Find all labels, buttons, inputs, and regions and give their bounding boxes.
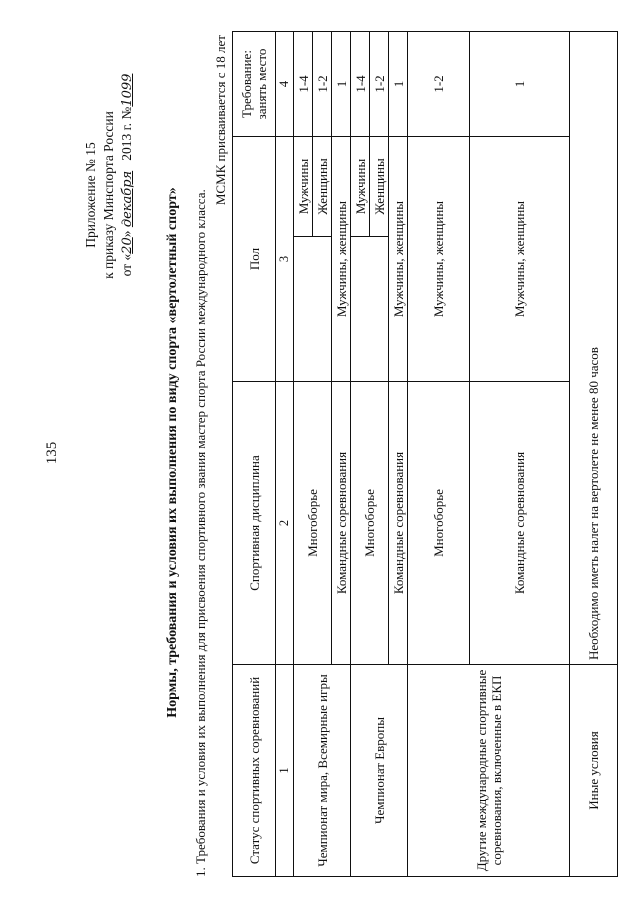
requirements-table: [232, 31, 618, 877]
column-header-status: Статус спортивных соревнований: [233, 665, 276, 877]
sex-cell: Мужчины, женщины: [389, 137, 408, 382]
status-cell: Другие международные спортивные соревнования, включенные в ЕКП: [408, 665, 570, 877]
discipline-cell: Многоборье: [351, 382, 389, 665]
column-number-row: [276, 32, 294, 877]
msmk-age-note: МСМК присваивается с 18 лет: [213, 35, 228, 206]
status-cell: Чемпионат Европы: [351, 665, 408, 877]
table-row: [294, 32, 313, 877]
sex-cell: Женщины: [313, 137, 332, 237]
discipline-cell: Командные соревнования: [470, 382, 570, 665]
sex-indent-cell: [294, 237, 332, 382]
place-cell: 1: [332, 32, 351, 137]
date-day-handwritten: 20: [120, 237, 135, 254]
sex-cell: Мужчины, женщины: [408, 137, 470, 382]
place-cell: 1-2: [313, 32, 332, 137]
column-header-discipline: Спортивная дисциплина: [233, 382, 276, 665]
status-cell: Чемпионат мира, Всемирные игры: [294, 665, 351, 877]
date-mid: »: [119, 227, 134, 238]
sex-cell: Мужчины: [294, 137, 313, 237]
sex-cell: Мужчины, женщины: [470, 137, 570, 382]
discipline-cell: Командные соревнования: [389, 382, 408, 665]
column-header-place: Требование: занять место: [233, 32, 276, 137]
place-cell: 1: [470, 32, 570, 137]
sex-cell: Мужчины: [351, 137, 370, 237]
place-cell: 1: [389, 32, 408, 137]
page-number: 135: [44, 441, 60, 465]
other-conditions-text: Необходимо иметь налет на вертолете не менее 80 часов: [570, 32, 618, 665]
column-number-1: 1: [276, 665, 294, 877]
sex-cell: Мужчины, женщины: [332, 137, 351, 382]
sex-indent-cell: [351, 237, 389, 382]
order-date-line: [118, 15, 137, 335]
place-cell: 1-2: [370, 32, 389, 137]
table-header-row: [233, 32, 276, 877]
table-row: [408, 32, 470, 877]
date-year: 2013 г. №: [119, 106, 134, 161]
place-cell: 1-4: [294, 32, 313, 137]
section-intro: 1. Требования и условия их выполнения для присвоения спортивного звания мастер спорта России международного класса.: [193, 189, 208, 877]
date-prefix: от «: [119, 253, 134, 277]
discipline-cell: Многоборье: [294, 382, 332, 665]
discipline-cell: Многоборье: [408, 382, 470, 665]
place-cell: 1-4: [351, 32, 370, 137]
order-reference: к приказу Минспорта России: [101, 111, 116, 279]
date-month-handwritten: декабря: [120, 170, 135, 228]
place-cell: 1-2: [408, 32, 470, 137]
column-header-sex: Пол: [233, 137, 276, 382]
other-conditions-label: Иные условия: [570, 665, 618, 877]
discipline-cell: Командные соревнования: [332, 382, 351, 665]
column-number-4: 4: [276, 32, 294, 137]
table-row: [351, 32, 370, 877]
column-number-2: 2: [276, 382, 294, 665]
appendix-label: Приложение № 15: [83, 142, 98, 248]
order-number-handwritten: 1099: [120, 73, 135, 107]
sex-cell: Женщины: [370, 137, 389, 237]
column-number-3: 3: [276, 137, 294, 382]
other-conditions-row: [570, 32, 618, 877]
document-title: Нормы, требования и условия их выполнения по виду спорта «вертолетный спорт»: [165, 187, 180, 718]
